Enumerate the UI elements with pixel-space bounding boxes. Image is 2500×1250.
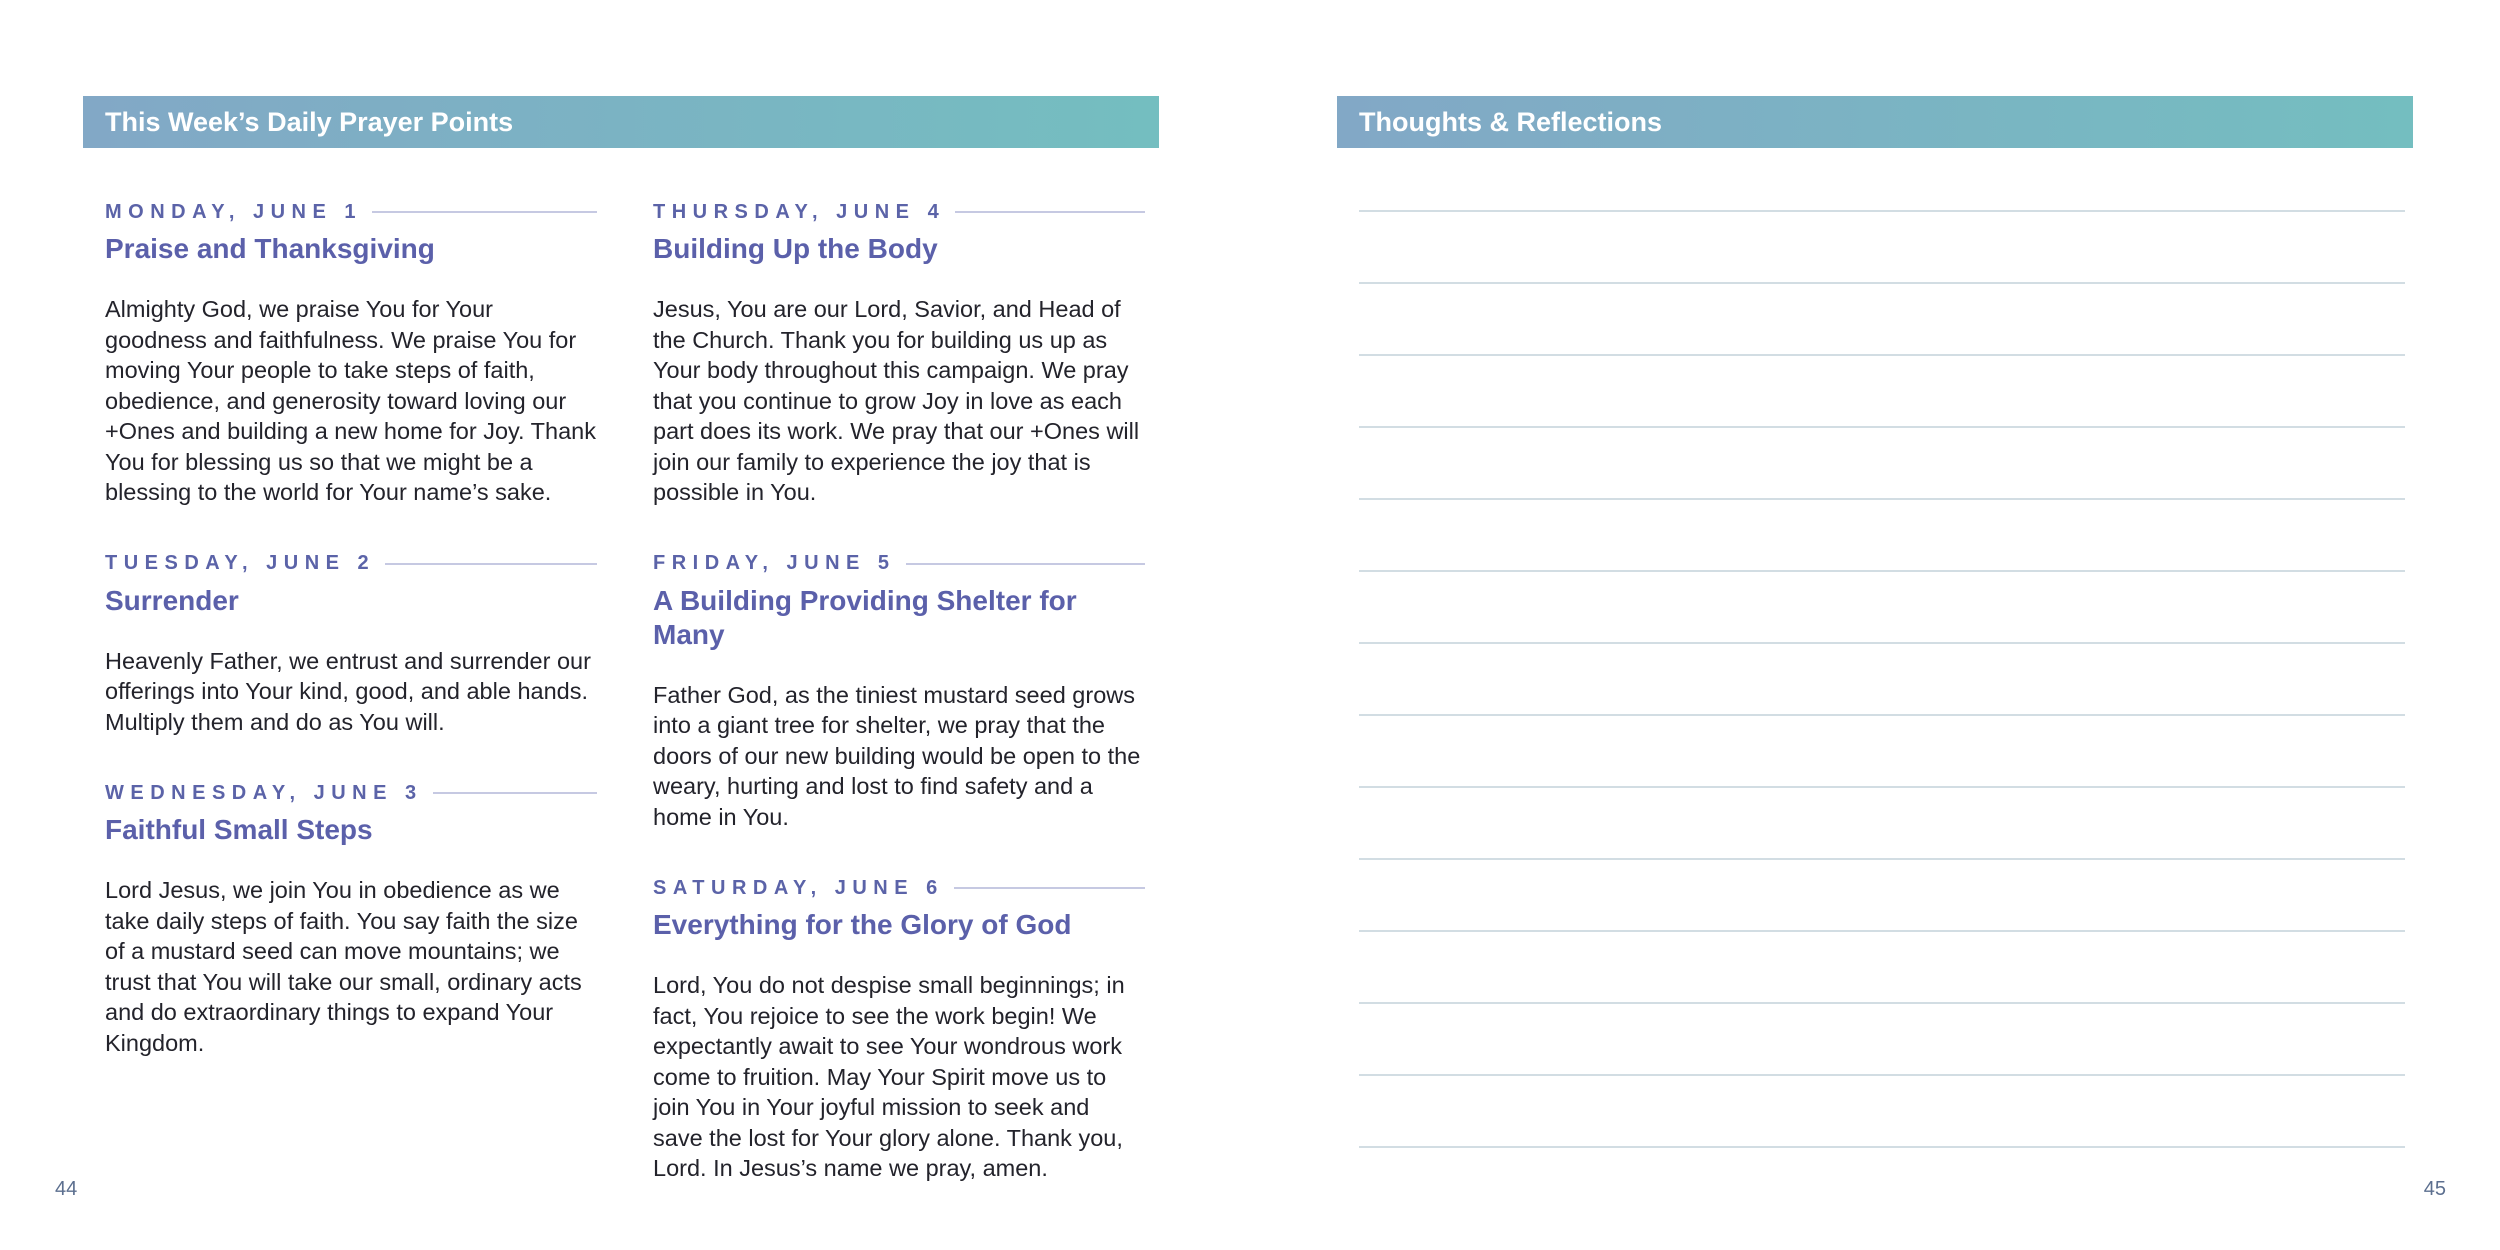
prayer-column-2 [653, 200, 1145, 1228]
prayer-text: Jesus, You are our Lord, Savior, and Head of the Church. Thank you for building us up as Your body throughout this campaign. We pray that you continue to grow Joy in love as each part does its work. We pray that our +Ones will join our family to experience the joy that is possible in You. [653, 296, 1140, 505]
prayer-entry-wednesday [105, 781, 597, 1058]
prayer-text: Father God, as the tiniest mustard seed grows into a giant tree for shelter, we pray that the doors of our new building would be open to the weary, hurting and lost to find safety and a home in You. [653, 681, 1141, 830]
day-header [653, 876, 1145, 900]
prayer-column-1 [105, 200, 597, 1102]
day-header [653, 552, 1145, 576]
writing-line [1359, 788, 2405, 860]
day-label: FRIDAY, JUNE 5 [653, 552, 896, 574]
writing-line [1359, 932, 2405, 1004]
prayer-text: Almighty God, we praise You for Your goodness and faithfulness. We praise You for moving Your people to take steps of faith, obedience, and generosity toward loving our +Ones and building a new home for Joy. Thank You for blessing us so that we might be a blessing to the world for Your name’s sake. [105, 296, 596, 505]
prayer-title: Building Up the Body [653, 233, 938, 264]
prayer-text: Lord, You do not despise small beginnings; in fact, You rejoice to see the work begin! We expectantly await to see Your wondrous work come to fruition. May Your Spirit move us to join You in Your joyful mission to seek and save the lost for Your glory alone. Thank you, Lord. In Jesus’s name we pray, amen. [653, 972, 1125, 1181]
prayer-entry-friday [653, 552, 1145, 833]
day-label: MONDAY, JUNE 1 [105, 200, 362, 223]
day-label: WEDNESDAY, JUNE 3 [105, 781, 423, 804]
prayer-title: A Building Providing Shelter for Many [653, 584, 1077, 650]
prayer-entry-thursday [653, 200, 1145, 508]
day-header [105, 552, 597, 576]
day-label: TUESDAY, JUNE 2 [105, 552, 376, 574]
writing-line [1359, 212, 2405, 284]
writing-line [1359, 500, 2405, 572]
prayer-text: Lord Jesus, we join You in obedience as we take daily steps of faith. You say faith the size of a mustard seed can move mountains; we trust that You will take our small, ordinary acts and do extraordinary things to expand Your Kingdom. [105, 877, 582, 1056]
prayer-title: Surrender [105, 584, 239, 616]
day-label: THURSDAY, JUNE 4 [653, 200, 946, 223]
prayer-entry-saturday [653, 876, 1145, 1184]
day-divider [954, 887, 1145, 889]
writing-line [1359, 860, 2405, 932]
prayer-points-banner: This Week’s Daily Prayer Points [83, 96, 1159, 148]
writing-line [1359, 1076, 2405, 1148]
prayer-entry-tuesday [105, 552, 597, 738]
writing-line [1359, 284, 2405, 356]
day-header [105, 200, 597, 224]
prayer-title: Everything for the Glory of God [653, 909, 1072, 940]
day-divider [955, 211, 1145, 213]
ruled-writing-area [1359, 210, 2405, 1148]
right-page [1250, 0, 2500, 1250]
prayer-title: Praise and Thanksgiving [105, 233, 435, 264]
day-header [105, 781, 597, 805]
day-divider [372, 211, 597, 213]
day-label: SATURDAY, JUNE 6 [653, 876, 944, 899]
prayer-title: Faithful Small Steps [105, 814, 373, 845]
day-divider [433, 792, 597, 794]
writing-line [1359, 1004, 2405, 1076]
writing-line [1359, 644, 2405, 716]
writing-line [1359, 572, 2405, 644]
writing-line [1359, 428, 2405, 500]
prayer-text: Heavenly Father, we entrust and surrender our offerings into Your kind, good, and able hands. Multiply them and do as You will. [105, 647, 591, 735]
page-number: 44 [55, 1178, 78, 1200]
page-number: 45 [2423, 1178, 2446, 1200]
writing-line [1359, 716, 2405, 788]
day-divider [385, 563, 597, 565]
day-header [653, 200, 1145, 224]
writing-line [1359, 356, 2405, 428]
prayer-entry-monday [105, 200, 597, 508]
day-divider [906, 563, 1145, 565]
reflections-banner: Thoughts & Reflections [1337, 96, 2413, 148]
